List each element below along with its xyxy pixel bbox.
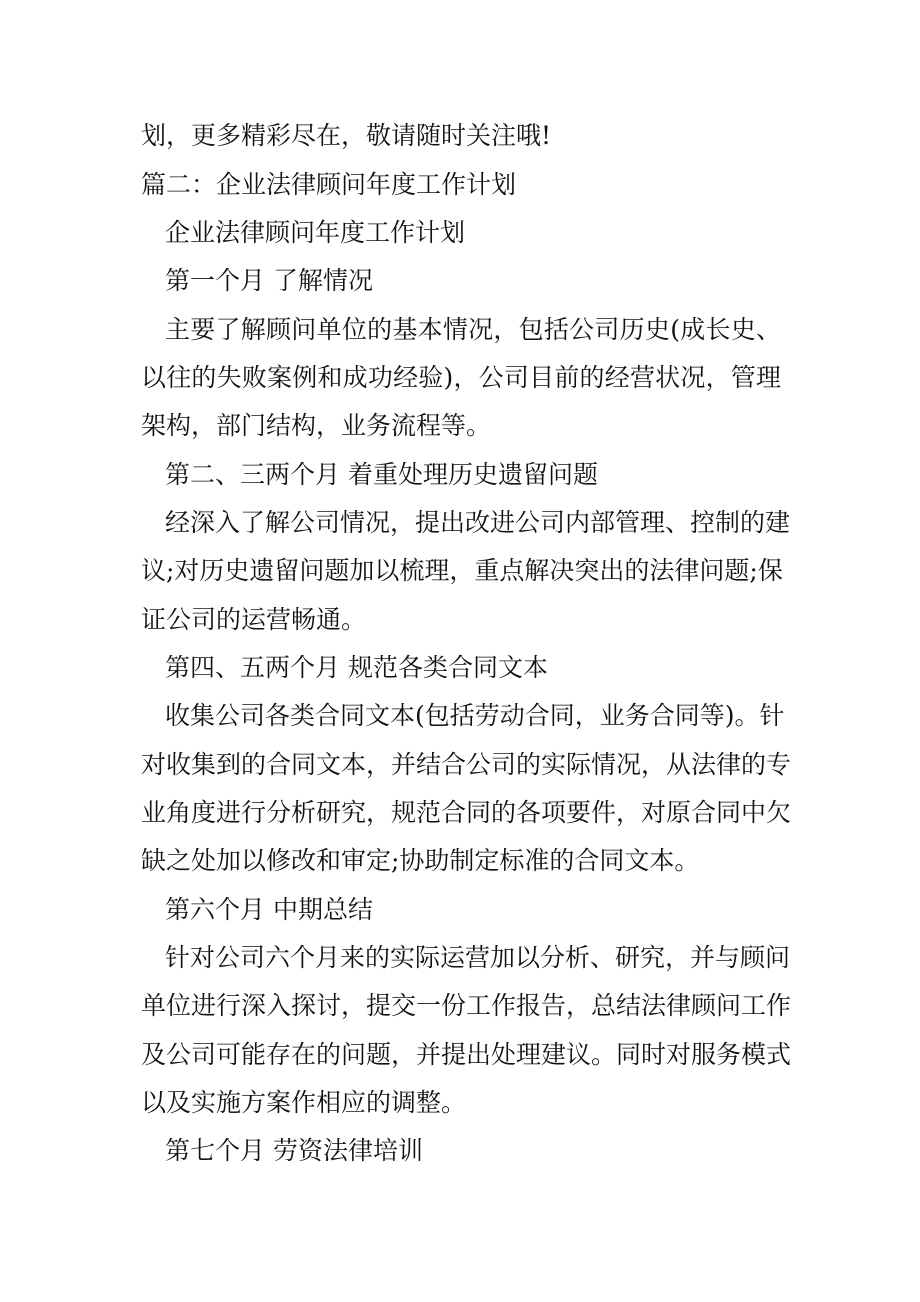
month-heading: 第七个月 劳资法律培训 [165,1136,423,1165]
paragraph-line: 针对公司六个月来的实际运营加以分析、研究，并与顾问 [165,943,791,972]
paragraph-line: 缺之处加以修改和审定;协助制定标准的合同文本。 [141,846,700,875]
section-heading: 篇二：企业法律顾问年度工作计划 [141,170,517,199]
paragraph-line: 以及实施方案作相应的调整。 [141,1088,467,1117]
paragraph-line: 证公司的运营畅通。 [141,605,367,634]
paragraph-line: 单位进行深入探讨，提交一份工作报告，总结法律顾问工作 [141,991,792,1020]
paragraph-line: 业角度进行分析研究，规范合同的各项要件，对原合同中欠 [141,798,792,827]
month-heading: 第四、五两个月 规范各类合同文本 [165,653,548,682]
paragraph-line: 及公司可能存在的问题，并提出处理建议。同时对服务模式 [141,1040,792,1069]
document-title: 企业法律顾问年度工作计划 [165,218,466,247]
text-line: 划，更多精彩尽在，敬请随时关注哦! [141,121,552,150]
paragraph-line: 议;对历史遗留问题加以梳理，重点解决突出的法律问题;保 [141,556,783,585]
paragraph-line: 架构，部门结构，业务流程等。 [141,411,492,440]
paragraph-line: 主要了解顾问单位的基本情况，包括公司历史(成长史、 [165,315,781,344]
month-heading: 第一个月 了解情况 [165,266,373,295]
month-heading: 第二、三两个月 着重处理历史遗留问题 [165,460,598,489]
month-heading: 第六个月 中期总结 [165,895,373,924]
paragraph-line: 以往的失败案例和成功经验)，公司目前的经营状况，管理 [141,363,781,392]
paragraph-line: 经深入了解公司情况，提出改进公司内部管理、控制的建 [165,508,791,537]
paragraph-line: 对收集到的合同文本，并结合公司的实际情况，从法律的专 [141,750,792,779]
paragraph-line: 收集公司各类合同文本(包括劳动合同，业务合同等)。针 [165,701,785,730]
